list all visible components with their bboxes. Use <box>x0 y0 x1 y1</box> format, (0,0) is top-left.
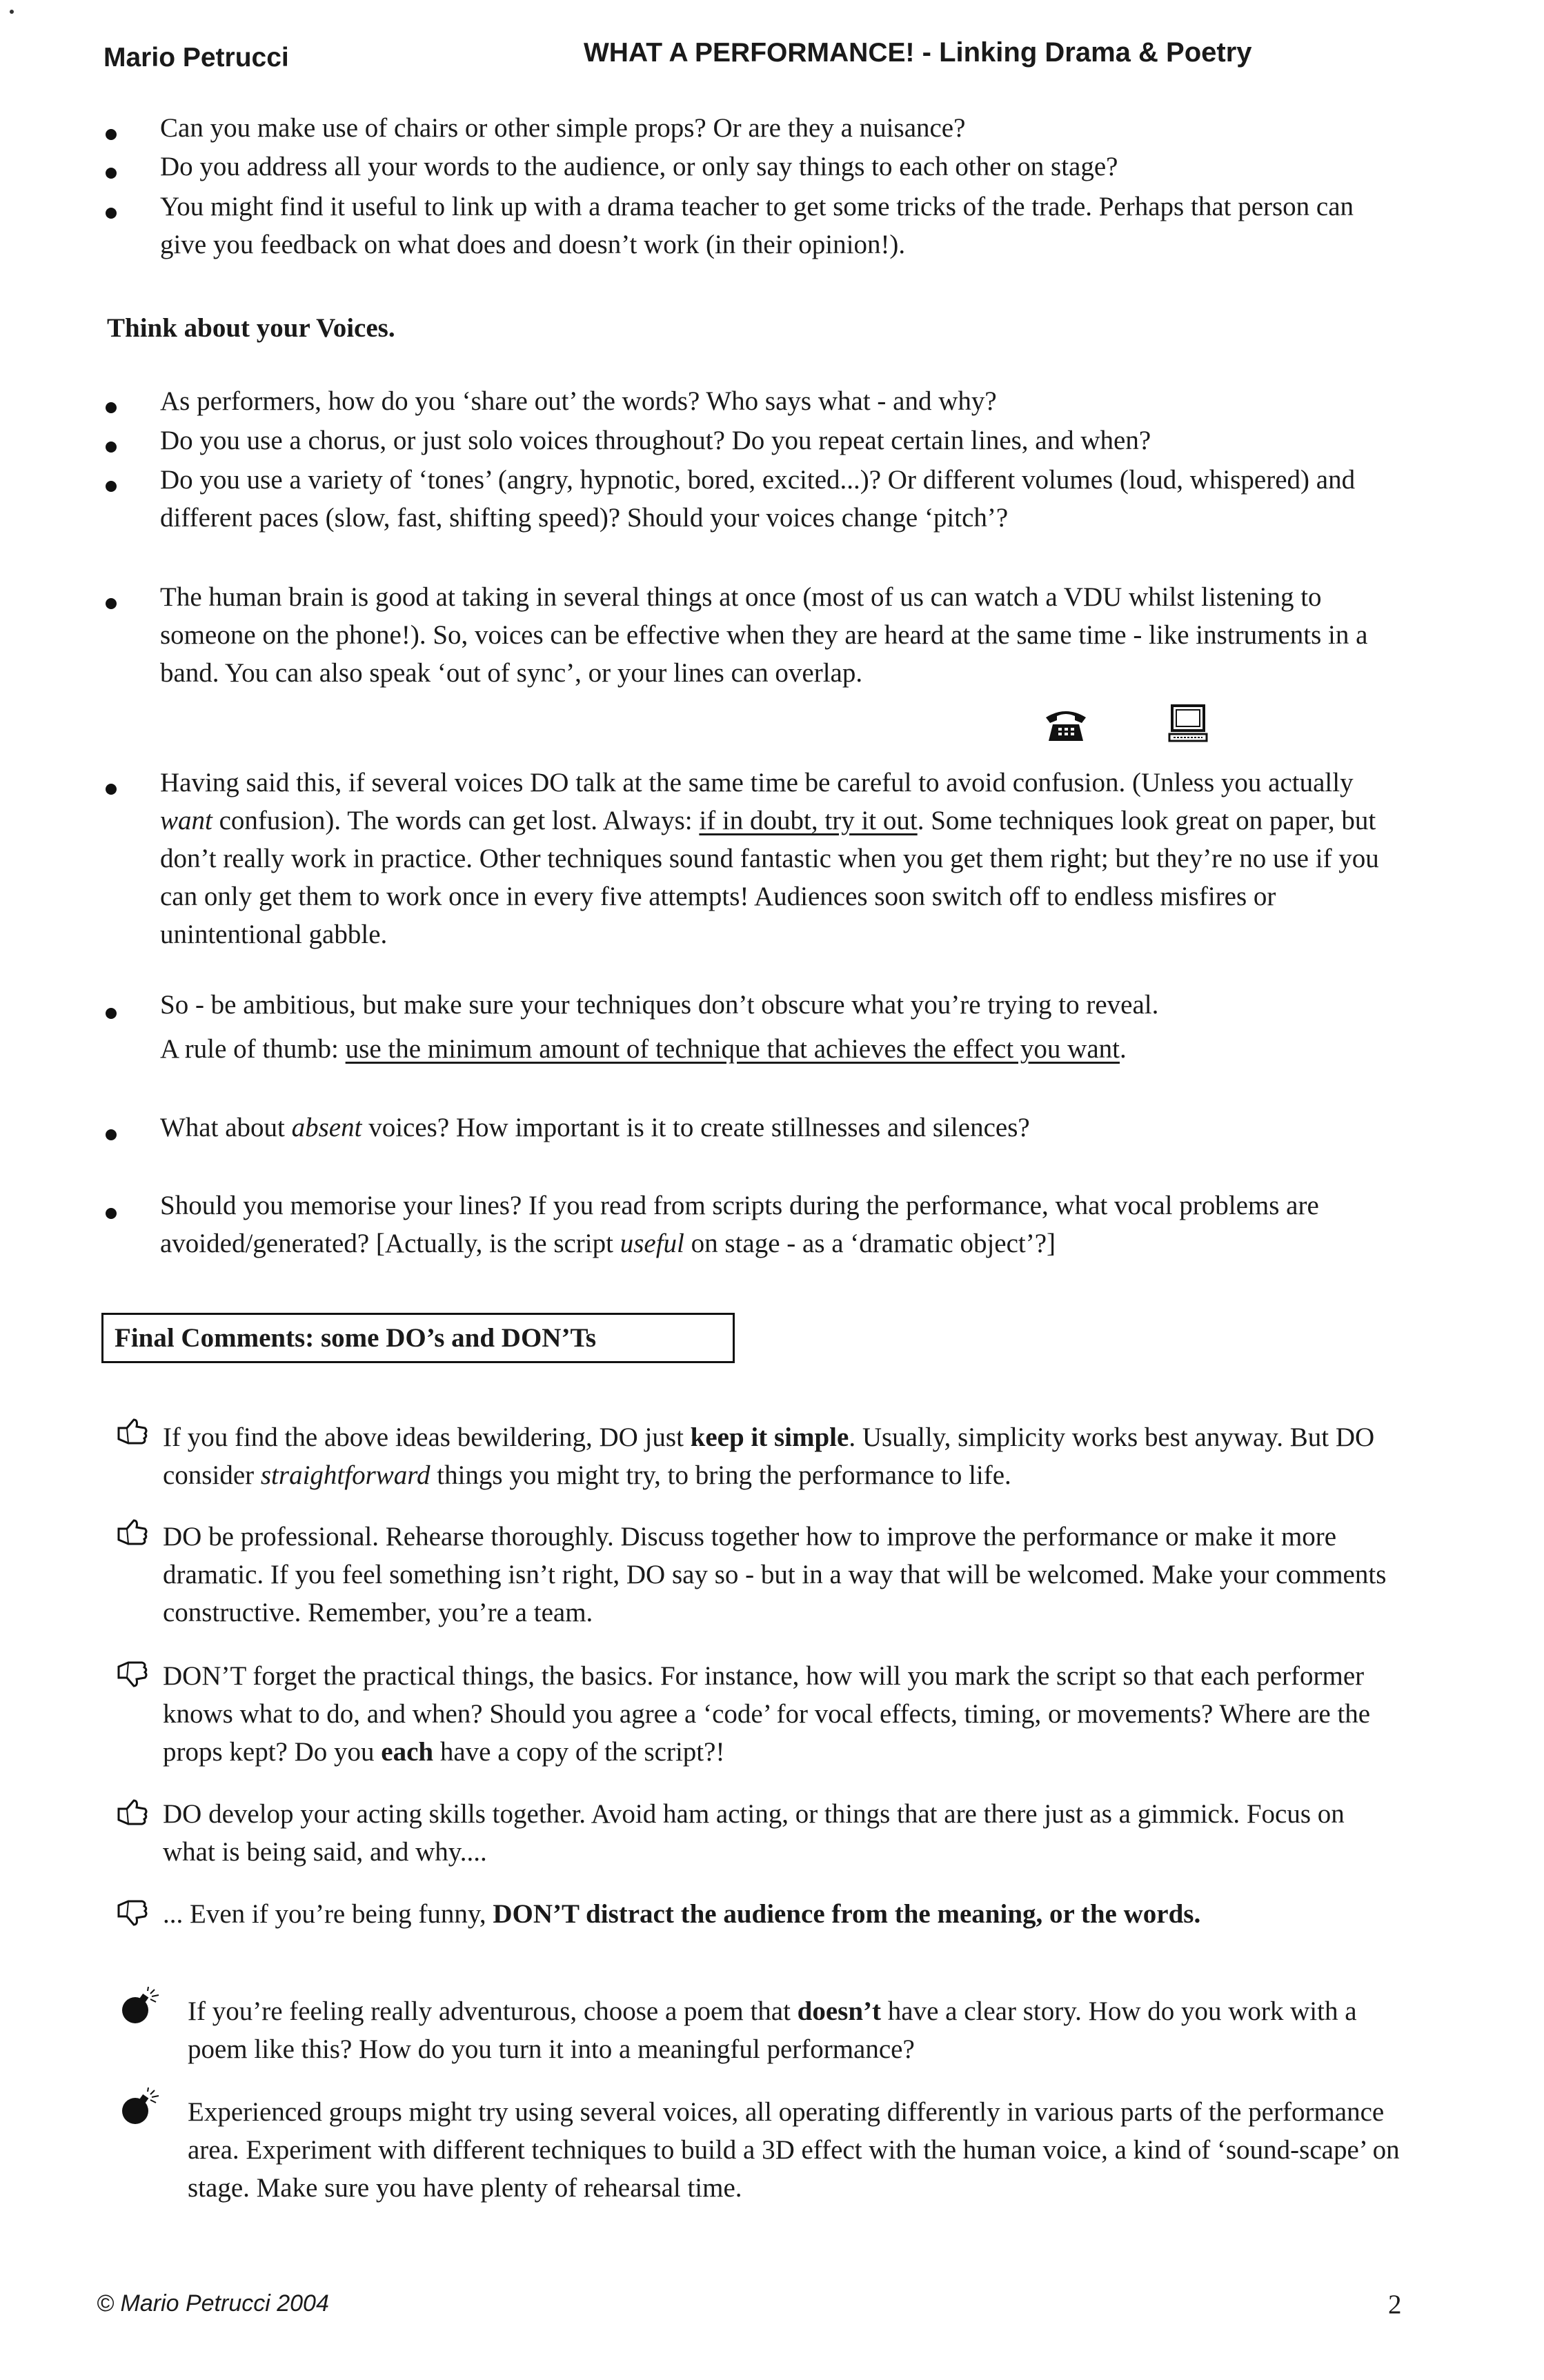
thumbs-up-icon <box>116 1418 149 1451</box>
stray-dot <box>10 10 14 14</box>
bullet-dot <box>106 1208 117 1219</box>
voices-bullet-1: As performers, how do you ‘share out’ the words? Who says what - and why? <box>160 386 997 416</box>
final-item-2: DO be professional. Rehearse thoroughly. Discuss together how to improve the performance or make it more dramatic. If you feel something isn’t right, DO say so - but in a way that will be welcomed. Make your comments constructive. Remember, you’re a team. <box>163 1522 1387 1627</box>
bullet-dot <box>106 168 117 179</box>
final-item-4: DO develop your acting skills together. Avoid ham acting, or things that are there just as a gimmick. Focus on what is being said, and why.... <box>163 1799 1345 1867</box>
bullet-dot <box>106 208 117 219</box>
header-title-line <box>584 37 1252 68</box>
voices-bullet-3: Do you use a variety of ‘tones’ (angry, hypnotic, bored, excited...)? Or different volumes (loud, whispered) and different paces (slow, fast, shifting speed)? Should your voices change ‘pitch’? <box>160 465 1356 533</box>
final-item-7: Experienced groups might try using several voices, all operating differently in various parts of the performance area. Experiment with different techniques to build a 3D effect with the human voice, a kind of ‘sound-scape’ on stage. Make sure you have plenty of rehearsal time. <box>188 2097 1400 2203</box>
thumbs-down-icon <box>116 1897 149 1930</box>
bomb-icon <box>119 1987 174 2029</box>
bullet-dot <box>106 598 117 609</box>
bullet-dot <box>106 442 117 453</box>
header-subtitle: - Linking Drama & Poetry <box>914 37 1252 68</box>
thumbs-down-icon <box>116 1658 149 1691</box>
bullet-dot <box>106 481 117 492</box>
header-author: Mario Petrucci <box>103 43 289 72</box>
page-number: 2 <box>1388 2290 1402 2319</box>
staging-bullet-2: Do you address all your words to the audience, or only say things to each other on stage? <box>160 152 1118 181</box>
final-comments-heading: Final Comments: some DO’s and DON’Ts <box>101 1313 735 1363</box>
bullet-dot <box>106 784 117 795</box>
thumbs-up-icon <box>116 1519 149 1551</box>
voices-bullet-4: The human brain is good at taking in several things at once (most of us can watch a VDU whilst listening to someone on the phone!). So, voices can be effective when they are heard at the same time - like instruments in a band. You can also speak ‘out of sync’, or your lines can overlap. <box>160 582 1368 688</box>
voices-bullet-7: What about absent voices? How important is it to create stillnesses and silences? <box>160 1113 1030 1142</box>
final-item-3: DON’T forget the practical things, the basics. For instance, how will you mark the script so that each performer knows what to do, and when? Should you agree a ‘code’ for vocal effects, timing, or movements? Where are the props kept? Do you each have a copy of the script?! <box>163 1661 1371 1767</box>
voices-bullet-2: Do you use a chorus, or just solo voices throughout? Do you repeat certain lines, and when? <box>160 426 1151 455</box>
footer-copyright: © Mario Petrucci 2004 <box>97 2290 329 2317</box>
bullet-dot <box>106 402 117 413</box>
telephone-icon <box>1043 705 1089 742</box>
computer-icon <box>1168 704 1208 744</box>
final-item-6: If you’re feeling really adventurous, choose a poem that doesn’t have a clear story. How do you work with a poem like this? How do you turn it into a meaningful performance? <box>188 1996 1357 2064</box>
voices-heading: Think about your Voices. <box>107 313 395 343</box>
thumbs-up-icon <box>116 1799 149 1832</box>
final-item-5: ... Even if you’re being funny, DON’T distract the audience from the meaning, or the words. <box>163 1899 1201 1929</box>
voices-bullet-6: So - be ambitious, but make sure your techniques don’t obscure what you’re trying to reveal. A rule of thumb: use the minimum amount of technique that achieves the effect you want. <box>160 990 1159 1064</box>
staging-bullet-1: Can you make use of chairs or other simple props? Or are they a nuisance? <box>160 113 966 143</box>
voices-bullet-8: Should you memorise your lines? If you read from scripts during the performance, what vocal problems are avoided/generated? [Actually, is the script useful on stage - as a ‘dramatic object’?] <box>160 1191 1319 1258</box>
header-title: WHAT A PERFORMANCE! <box>584 38 915 68</box>
bullet-dot <box>106 129 117 140</box>
final-item-1: If you find the above ideas bewildering, DO just keep it simple. Usually, simplicity works best anyway. But DO consider straightforward things you might try, to bring the performance to life. <box>163 1422 1375 1490</box>
bullet-dot <box>106 1129 117 1140</box>
bullet-dot <box>106 1008 117 1019</box>
staging-bullet-3: You might find it useful to link up with a drama teacher to get some tricks of the trade. Perhaps that person can give you feedback on what does and doesn’t work (in their opinion!). <box>160 192 1354 259</box>
voices-bullet-5: Having said this, if several voices DO talk at the same time be careful to avoid confusion. (Unless you actually want confusion). The words can get lost. Always: if in doubt, try it out. Some techniques look great on paper, but don’t really work in practice. Other techniques sound fantastic when you get them right; but they’re no use if you can only get them to work once in every five attempts! Audiences soon switch off to endless misfires or unintentional gabble. <box>160 768 1379 949</box>
bomb-icon <box>119 2088 174 2130</box>
